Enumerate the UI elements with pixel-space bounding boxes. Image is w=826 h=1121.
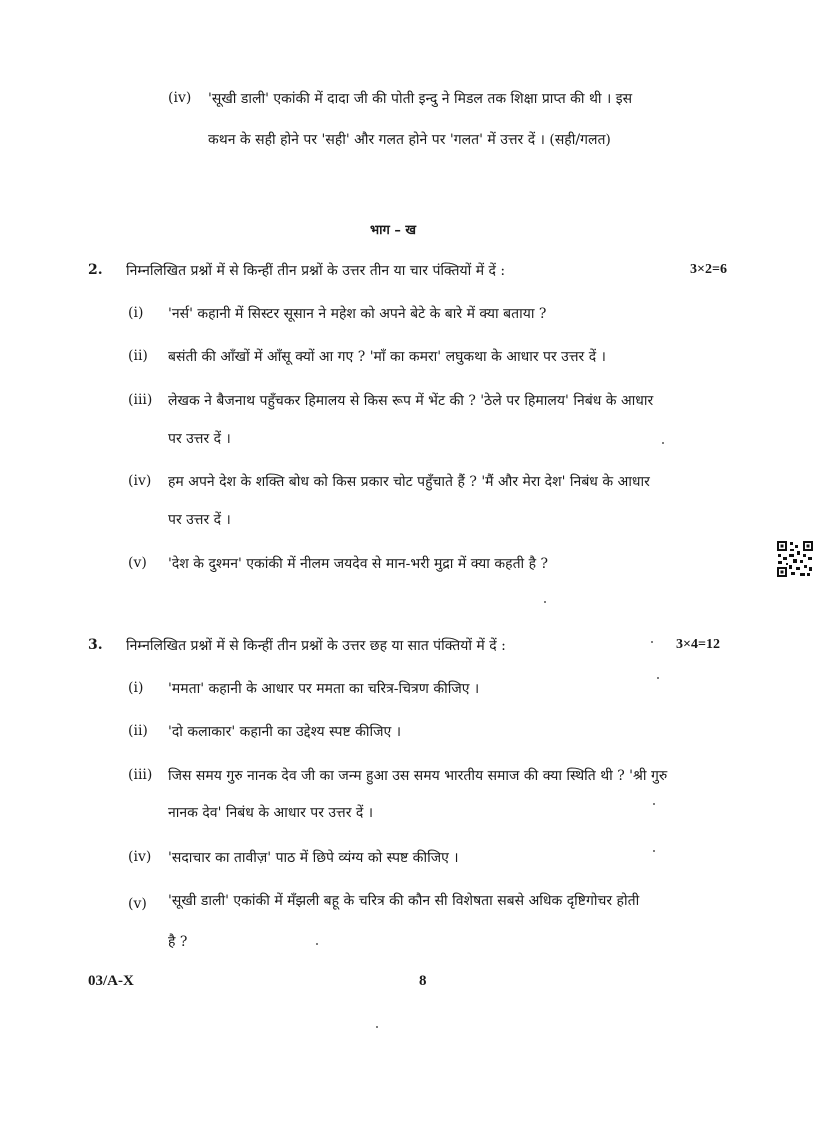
scan-speck: [376, 1026, 378, 1028]
scan-speck: [657, 677, 659, 679]
q3-item-text-cont: है ?: [168, 934, 188, 950]
scan-speck: [653, 850, 655, 852]
q2-marks: 3×2=6: [690, 262, 727, 277]
q3-item-text: 'सूखी डाली' एकांकी में मँझली बहू के चरित्र की कौन सी विशेषता सबसे अधिक दृष्टिगोचर होती: [168, 893, 640, 909]
q2-item-number: (i): [128, 305, 144, 321]
scan-speck: [651, 641, 653, 643]
q3-instruction: निम्नलिखित प्रश्नों में से किन्हीं तीन प्रश्नों के उत्तर छह या सात पंक्तियों में दें :: [126, 638, 506, 654]
q2-item-number: (iii): [128, 392, 153, 408]
scan-speck: [544, 601, 546, 603]
q2-item-number: (ii): [128, 348, 148, 364]
q3-number: 3.: [88, 637, 103, 653]
scan-speck: [316, 943, 318, 945]
q2-item-text: 'नर्स' कहानी में सिस्टर सूसान ने महेश को अपने बेटे के बारे में क्या बताया ?: [168, 306, 547, 322]
q2-item-number: (v): [128, 555, 147, 571]
q2-item-text-cont: पर उत्तर दें ।: [168, 512, 231, 528]
q2-item-text: हम अपने देश के शक्ति बोध को किस प्रकार चोट पहुँचाते हैं ? 'मैं और मेरा देश' निबंध के आधार: [168, 474, 650, 490]
q3-item-text: 'सदाचार का तावीज़' पाठ में छिपे व्यंग्य को स्पष्ट कीजिए ।: [168, 850, 459, 866]
section-title: भाग – ख: [370, 223, 417, 238]
q2-item-text: बसंती की आँखों में आँसू क्यों आ गए ? 'माँ का कमरा' लघुकथा के आधार पर उत्तर दें ।: [168, 349, 606, 365]
q3-item-number: (iii): [128, 767, 153, 783]
q1-iv-line2: कथन के सही होने पर 'सही' और गलत होने पर 'गलत' में उत्तर दें । (सही/गलत): [208, 132, 611, 148]
q3-item-text-cont: नानक देव' निबंध के आधार पर उत्तर दें ।: [168, 805, 374, 821]
q3-item-number: (ii): [128, 723, 148, 739]
q2-instruction: निम्नलिखित प्रश्नों में से किन्हीं तीन प्रश्नों के उत्तर तीन या चार पंक्तियों में दें :: [126, 263, 506, 279]
qr-code: [776, 540, 814, 578]
page-number: 8: [419, 973, 427, 989]
q2-item-number: (iv): [128, 473, 152, 489]
paper-code: 03/A-X: [88, 973, 134, 989]
q2-item-text-cont: पर उत्तर दें ।: [168, 431, 231, 447]
q3-item-text: जिस समय गुरु नानक देव जी का जन्म हुआ उस समय भारतीय समाज की क्या स्थिति थी ? 'श्री गुरु: [168, 768, 668, 784]
q1-iv-number: (iv): [168, 90, 192, 106]
scan-speck: [662, 442, 664, 444]
q2-number: 2.: [88, 262, 103, 278]
q3-item-text: 'ममता' कहानी के आधार पर ममता का चरित्र-चित्रण कीजिए ।: [168, 681, 480, 697]
q3-item-number: (iv): [128, 849, 152, 865]
q1-iv-line1: 'सूखी डाली' एकांकी में दादा जी की पोती इन्दु ने मिडल तक शिक्षा प्राप्त की थी । इस: [208, 91, 633, 107]
q3-item-text: 'दो कलाकार' कहानी का उद्देश्य स्पष्ट कीजिए ।: [168, 724, 401, 740]
scan-speck: [653, 803, 655, 805]
q3-marks: 3×4=12: [676, 637, 720, 652]
q2-item-text: 'देश के दुश्मन' एकांकी में नीलम जयदेव से मान-भरी मुद्रा में क्या कहती है ?: [168, 556, 549, 572]
q2-item-text: लेखक ने बैजनाथ पहुँचकर हिमालय से किस रूप में भेंट की ? 'ठेले पर हिमालय' निबंध के आधार: [168, 393, 654, 409]
q3-item-number: (i): [128, 680, 144, 696]
q3-item-number: (v): [128, 896, 147, 912]
